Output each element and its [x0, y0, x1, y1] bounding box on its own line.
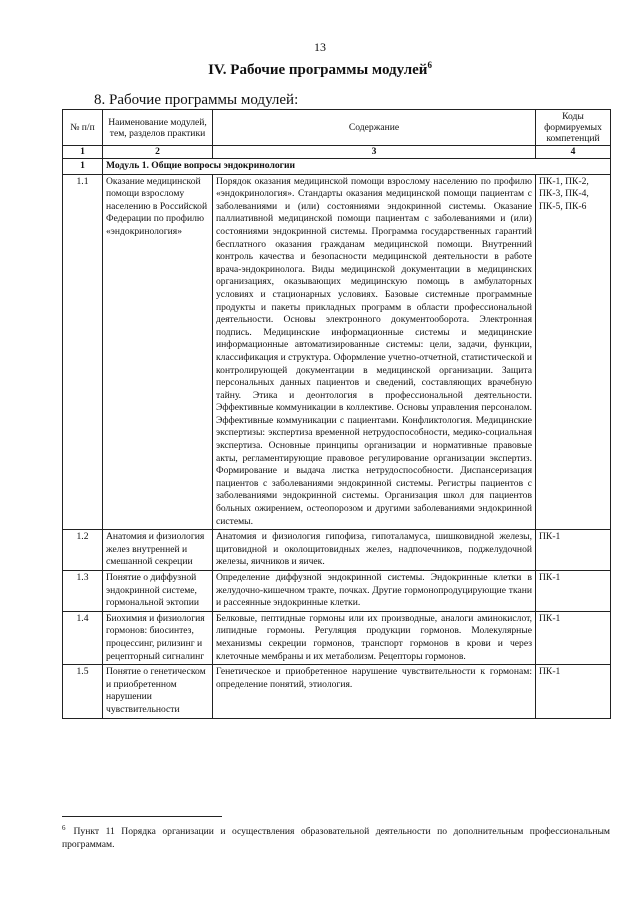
table-header-row	[63, 110, 611, 146]
module-num: 1	[63, 159, 103, 175]
footnote-divider	[62, 816, 222, 817]
row-num: 1.2	[63, 530, 103, 571]
header-num: № п/п	[63, 110, 103, 146]
column-number: 3	[213, 146, 536, 159]
row-name: Оказание медицинской помощи взрослому населению в Российской Федерации по профилю «эндокринология»	[103, 174, 213, 530]
row-codes: ПК-1	[536, 530, 611, 571]
column-number: 4	[536, 146, 611, 159]
module-row	[63, 159, 611, 175]
header-content: Содержание	[213, 110, 536, 146]
section-heading-text: IV. Рабочие программы модулей	[208, 62, 428, 78]
row-codes: ПК-1, ПК-2, ПК-3, ПК-4, ПК-5, ПК-6	[536, 174, 611, 530]
footnote-mark: 6	[62, 824, 66, 832]
row-codes: ПК-1	[536, 665, 611, 718]
row-num: 1.4	[63, 611, 103, 664]
row-name: Понятие о генетическом и приобретенном нарушении чувствительности	[103, 665, 213, 718]
row-codes: ПК-1	[536, 611, 611, 664]
module-program-table	[62, 109, 611, 719]
row-codes: ПК-1	[536, 571, 611, 612]
section-heading	[0, 60, 640, 79]
row-num: 1.5	[63, 665, 103, 718]
row-content: Анатомия и физиология гипофиза, гипоталамуса, шишковидной железы, щитовидной и околощитовидных желез, надпочечников, поджелудочной железы, яичников и яичек.	[213, 530, 536, 571]
column-number: 2	[103, 146, 213, 159]
heading-footnote-mark: 6	[427, 60, 432, 70]
table-row	[63, 611, 611, 664]
row-name: Понятие о диффузной эндокринной системе, гормональной эктопии	[103, 571, 213, 612]
row-content: Белковые, пептидные гормоны или их производные, аналоги аминокислот, липидные гормоны. Регуляция продукции гормонов. Молекулярные механизмы секреции гормонов, транспорт гормонов в крови и через клеточные мембраны и их метаболизм. Рецепторы гормонов.	[213, 611, 536, 664]
table-row	[63, 665, 611, 718]
table-row	[63, 530, 611, 571]
column-number: 1	[63, 146, 103, 159]
footnote-text: Пункт 11 Порядка организации и осуществления образовательной деятельности по дополнительным профессиональным программам.	[62, 826, 610, 851]
row-num: 1.3	[63, 571, 103, 612]
table-row	[63, 174, 611, 530]
column-number-row	[63, 146, 611, 159]
header-name: Наименование модулей, тем, разделов практики	[103, 110, 213, 146]
row-name: Биохимия и физиология гормонов: биосинтез, процессинг, рилизинг и рецепторный сигналинг	[103, 611, 213, 664]
module-title: Модуль 1. Общие вопросы эндокринологии	[103, 159, 611, 175]
row-content: Порядок оказания медицинской помощи взрослому населению по профилю «эндокринология». Стандарты оказания медицинской помощи пациентам с заболеваниями и (или) состояниями эндокринной системы. Оказание паллиативной медицинской помощи пациентам с заболеваниями и (или) состояниями эндокринной системы. Программа государственных гарантий бесплатного оказания гражданам медицинской помощи. Внутренний контроль качества и безопасности медицинской деятельности в работе врача-эндокринолога. Виды медицинской документации в медицинских организациях, оказывающих медицинскую помощь в амбулаторных условиях и стационарных условиях. Базовые системные программные продукты и пакеты прикладных программ в области профессиональной деятельности. Основы электронного документооборота. Электронная подпись. Медицинские информационные системы и медицинские информационные автоматизированные системы: цели, задачи, функции, классификация и структура. Оформление учетно-отчетной, статистической и контролирующей документации в медицинской организации. Защита персональных данных пациентов и сведений, составляющих врачебную тайну. Этика и деонтология в профессиональной деятельности. Эффективные коммуникации в коллективе. Основы управления персоналом. Эффективные коммуникации с пациентами. Конфликтология. Медицинские экспертизы: экспертиза временной нетрудоспособности, медико-социальная экспертиза. Основные принципы организации и нормативные правовые акты, регламентирующие правовое регулирование организации экспертиз. Формирование и выдача листка нетрудоспособности. Диспансеризация пациентов с заболеваниями эндокринной системы. Регистры пациентов с заболеваниями эндокринной системы. Организация школ для пациентов больных ожирением, остеопорозом и другими заболеваниями эндокринной системы.	[213, 174, 536, 530]
header-codes: Коды формируемых компетенций	[536, 110, 611, 146]
subheading: 8. Рабочие программы модулей:	[94, 92, 299, 108]
row-num: 1.1	[63, 174, 103, 530]
row-content: Генетическое и приобретенное нарушение чувствительности к гормонам: определение понятий, этиология.	[213, 665, 536, 718]
row-name: Анатомия и физиология желез внутренней и смешанной секреции	[103, 530, 213, 571]
footnote	[62, 822, 610, 851]
page-number: 13	[314, 40, 326, 54]
row-content: Определение диффузной эндокринной системы. Эндокринные клетки в желудочно-кишечном тракте, почках. Другие гормонопродуцирующие ткани и рассеянные эндокринные клетки.	[213, 571, 536, 612]
table-row	[63, 571, 611, 612]
